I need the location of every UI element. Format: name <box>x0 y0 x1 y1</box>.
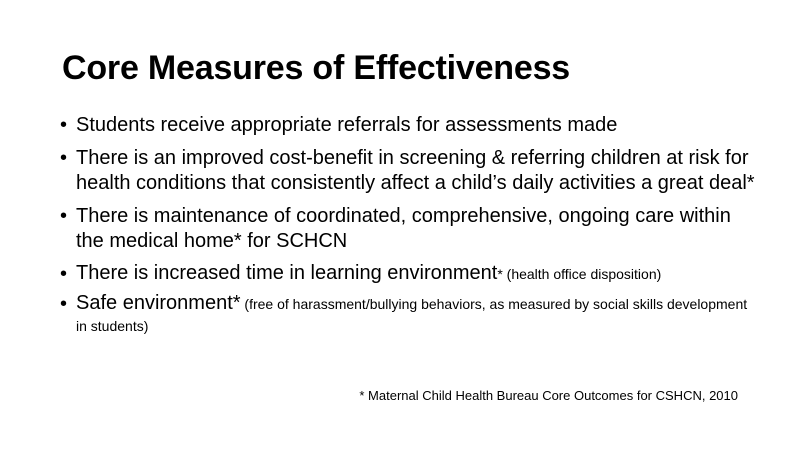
footnote: * Maternal Child Health Bureau Core Outcomes for CSHCN, 2010 <box>359 388 738 403</box>
bullet-dot-icon: • <box>60 114 68 136</box>
bullet-note: (free of harassment/bullying behaviors, as measured by social skills development in students) <box>76 296 748 334</box>
bullet-text: Safe environment* <box>76 292 241 314</box>
bullet-dot-icon: • <box>60 263 68 285</box>
bullet-item <box>60 262 760 284</box>
bullet-text: There is an improved cost-benefit in screening & referring children at risk for health conditions that consistently affect a child’s daily activities a great deal* <box>76 147 755 194</box>
bullet-dot-icon: • <box>60 293 68 315</box>
bullet-text: There is increased time in learning environment <box>76 262 498 284</box>
bullet-text: Students receive appropriate referrals for assessments made <box>76 114 618 136</box>
bullet-item <box>60 113 760 138</box>
bullet-item <box>60 204 760 254</box>
slide-title: Core Measures of Effectiveness <box>62 49 570 87</box>
bullet-text: There is maintenance of coordinated, comprehensive, ongoing care within the medical home* for SCHCN <box>76 205 731 252</box>
bullet-note: * (health office disposition) <box>497 266 662 282</box>
bullet-dot-icon: • <box>60 147 68 169</box>
bullet-item <box>60 146 760 196</box>
bullet-list <box>60 113 760 344</box>
bullet-item <box>60 292 760 336</box>
bullet-dot-icon: • <box>60 205 68 227</box>
